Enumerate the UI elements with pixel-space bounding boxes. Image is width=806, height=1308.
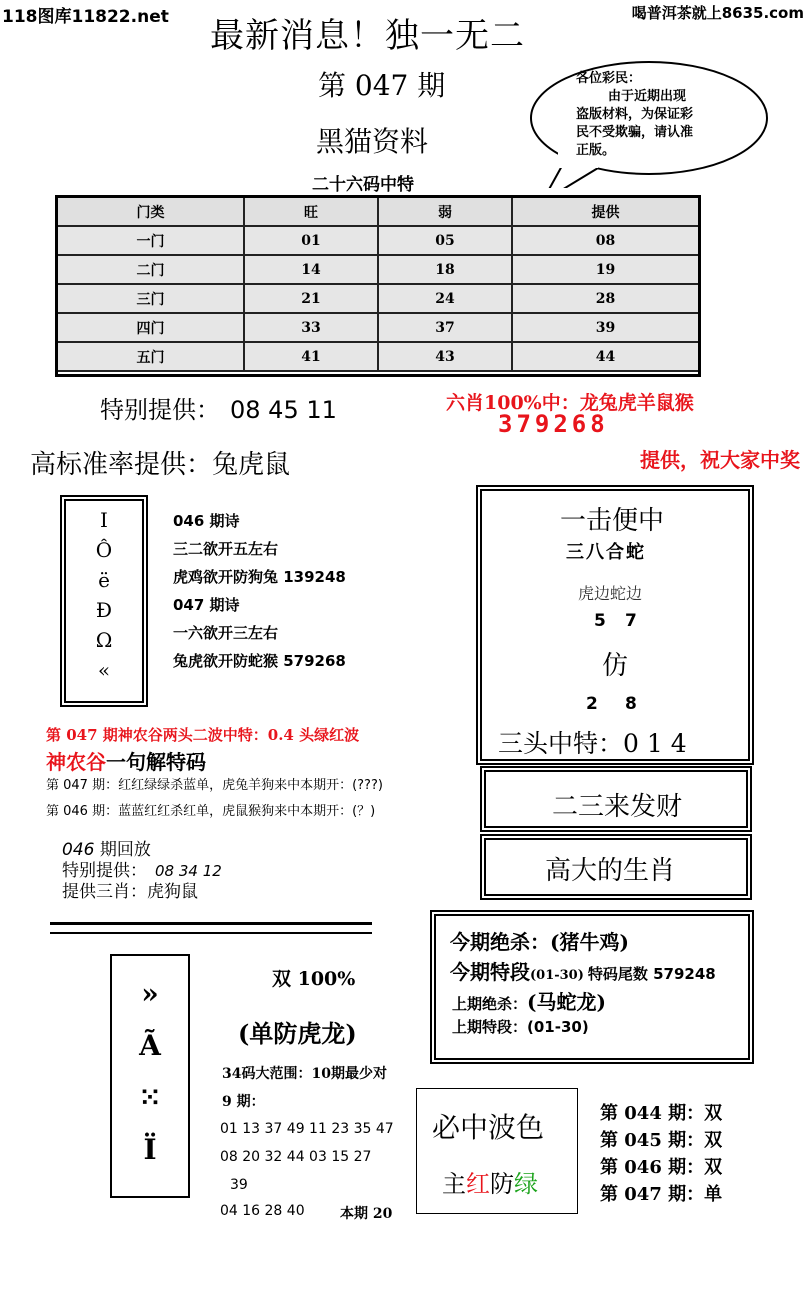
list-item: 第 046 期：双 <box>600 1157 723 1178</box>
table-cell: 43 <box>378 342 512 371</box>
table-cell: 41 <box>244 342 378 371</box>
table-cell: 二门 <box>57 255 244 284</box>
kill-line: 上期特段：(01-30) <box>452 1018 589 1036</box>
page-subtitle: 二十六码中特 <box>312 175 414 195</box>
table-cell: 05 <box>378 226 512 255</box>
tall-zodiac-text: 高大的生肖 <box>545 856 676 886</box>
shennong-line: 第 046 期：蓝蓝红红杀红单，虎鼠猴狗来中本期开：(？) <box>46 804 376 819</box>
single-line: (单防虎龙) <box>238 1019 357 1048</box>
headline: 最新消息！独一无二 <box>210 16 525 56</box>
glyph: » <box>141 977 159 1010</box>
list-item: 第 047 期：单 <box>600 1184 723 1205</box>
page-title: 黑猫资料 <box>316 125 429 158</box>
site-right-label: 喝普洱茶就上8635.com <box>631 4 804 22</box>
review-title <box>62 840 222 861</box>
kill-label: 今期特段 <box>450 960 530 984</box>
number-line: 01 13 37 49 11 23 35 47 <box>220 1121 394 1137</box>
review-line: 提供三肖：虎狗鼠 <box>62 882 198 902</box>
notice-line: 正版。 <box>576 143 616 158</box>
six-numbers: 379268 <box>498 410 609 438</box>
table-header: 门类 <box>57 197 244 226</box>
range-line: 9 期： <box>222 1094 265 1110</box>
glyph: ⁙ <box>138 1081 162 1114</box>
poem-line: 三二欲开五左右 <box>173 540 279 558</box>
table-cell: 24 <box>378 284 512 313</box>
range-line: 34码大范围：10期最少对 <box>222 1066 387 1082</box>
table-cell: 08 <box>512 226 699 255</box>
notice-text <box>576 70 693 160</box>
review-line <box>62 861 222 882</box>
table-cell: 33 <box>244 313 378 342</box>
wave-main <box>442 1164 538 1199</box>
six-zodiac: 六肖100%中：龙兔虎羊鼠猴 <box>446 392 694 414</box>
glyph: Đ <box>95 598 113 622</box>
hit-title: 一击便中 <box>560 506 665 536</box>
review-block <box>62 840 222 903</box>
table-frame <box>55 195 701 377</box>
special-label: 特别提供： <box>100 396 220 424</box>
table-cell: 一门 <box>57 226 244 255</box>
history-list <box>600 1100 722 1208</box>
issue-title: 第 047 期 <box>318 69 446 102</box>
wave-title: 必中波色 <box>432 1111 545 1144</box>
fortune-text: 二三来发财 <box>552 792 683 822</box>
table-cell: 14 <box>244 255 378 284</box>
table-cell: 44 <box>512 342 699 371</box>
notice-line: 盗版材料，为保证彩 <box>576 107 694 122</box>
poem-line: 兔虎欲开防蛇猴 579268 <box>173 652 346 670</box>
hit-middle: 仿 <box>602 651 629 681</box>
hit-subtitle: 三八合蛇 <box>566 542 646 563</box>
kill-line <box>452 986 606 1015</box>
table-cell: 01 <box>244 226 378 255</box>
table-cell: 三门 <box>57 284 244 313</box>
kill-line <box>450 956 716 985</box>
poem-line: 虎鸡欲开防狗兔 139248 <box>173 568 346 586</box>
number-line: 08 20 32 44 03 15 27 <box>220 1149 372 1165</box>
review-label: 特别提供： <box>62 861 147 881</box>
glyph: Ï <box>143 1133 157 1166</box>
special-offer <box>100 390 337 425</box>
poem-line: 046 期诗 <box>173 512 240 530</box>
divider <box>50 922 372 934</box>
table-header: 弱 <box>378 197 512 226</box>
table-header: 提供 <box>512 197 699 226</box>
special-numbers: 08 45 11 <box>230 396 337 424</box>
glyph: Ã <box>139 1029 161 1062</box>
poem-line: 一六欲开三左右 <box>173 624 279 642</box>
glyph: Ω <box>95 628 113 652</box>
table-cell: 18 <box>378 255 512 284</box>
hit-number: 5 <box>594 611 606 631</box>
table-cell: 21 <box>244 284 378 313</box>
table-cell: 四门 <box>57 313 244 342</box>
number-line: 04 16 28 40 <box>220 1203 305 1219</box>
table-cell: 37 <box>378 313 512 342</box>
notice-line: 民不受欺骗，请认准 <box>576 125 694 140</box>
hit-number: 2 <box>586 694 598 714</box>
table-cell: 39 <box>512 313 699 342</box>
double-line: 双 100% <box>272 968 356 990</box>
table-cell: 19 <box>512 255 699 284</box>
glyph: « <box>97 658 111 682</box>
shennong-red-line: 第 047 期神农谷两头二波中特：0.4 头绿红波 <box>46 726 360 744</box>
wave-green: 绿 <box>514 1170 538 1198</box>
glyph-column-2 <box>115 968 185 1176</box>
wave-main-label: 主 <box>442 1170 466 1198</box>
kill-tail: 特码尾数 579248 <box>587 965 716 983</box>
this-issue: 本期 20 <box>340 1206 393 1222</box>
review-title-num: 046 <box>62 840 95 860</box>
table-cell: 28 <box>512 284 699 313</box>
poem-line: 047 期诗 <box>173 596 240 614</box>
table-header: 旺 <box>244 197 378 226</box>
notice-line: 由于近期出现 <box>608 89 687 104</box>
glyph: ë <box>98 568 110 592</box>
accuracy-offer: 高标准率提供：兔虎鼠 <box>30 450 291 480</box>
kill-label: 上期绝杀： <box>452 995 528 1013</box>
list-item: 第 044 期：双 <box>600 1103 723 1124</box>
site-left-label: 118图库11822.net <box>2 7 169 27</box>
wish-text: 提供，祝大家中奖 <box>640 448 800 472</box>
shennong-title-black: 一句解特码 <box>106 750 206 774</box>
kill-value: (马蛇龙) <box>527 990 606 1014</box>
three-heads: 三头中特：0 1 4 <box>498 729 687 758</box>
hit-number: 8 <box>625 694 637 714</box>
hit-small: 虎边蛇边 <box>578 584 643 603</box>
shennong-line: 第 047 期：红红绿绿杀蓝单，虎兔羊狗来中本期开：(???) <box>46 778 383 793</box>
kill-range: (01-30) <box>530 968 584 983</box>
shennong-title <box>46 746 206 775</box>
glyph-column <box>72 505 136 685</box>
wave-red: 红 <box>466 1170 490 1198</box>
notice-line: 各位彩民： <box>576 71 642 86</box>
shennong-title-red: 神农谷 <box>46 750 106 774</box>
glyph: Ô <box>95 538 113 562</box>
kill-line: 今期绝杀：(猪牛鸡) <box>450 930 629 954</box>
glyph: I <box>100 508 108 532</box>
review-value: 08 34 12 <box>155 862 222 880</box>
wave-guard-label: 防 <box>490 1170 514 1198</box>
list-item: 第 045 期：双 <box>600 1130 723 1151</box>
review-title-text: 期回放 <box>94 840 151 860</box>
hit-number: 7 <box>625 611 637 631</box>
table-cell: 五门 <box>57 342 244 371</box>
number-line: 39 <box>230 1177 248 1193</box>
